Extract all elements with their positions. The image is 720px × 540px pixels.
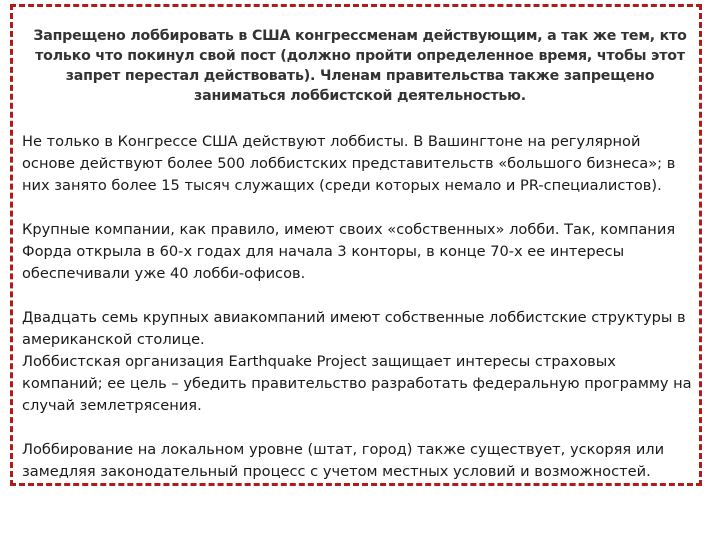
slide-body — [22, 131, 694, 483]
paragraph-local-lobbying: Лоббирование на локальном уровне (штат, город) также существует, ускоряя или замедляя законодательный процесс с учетом местных условий и возможностей. — [22, 441, 665, 480]
paragraph-company-lobbies: Крупные компании, как правило, имеют своих «собственных» лобби. Так, компания Форда открыла в 60-х годах для начала 3 конторы, в конце 70-х ее интересы обеспечивали уже 40 лобби-офисов. — [22, 221, 676, 282]
paragraph-lobbyists-washington: Не только в Конгрессе США действуют лоббисты. В Вашингтоне на регулярной основе действуют более 500 лоббистских представительств «большого бизнеса»; в них занято более 15 тысяч служащих (среди которых немало и PR-специалистов). — [22, 133, 676, 194]
paragraph-earthquake-project: Лоббистская организация Earthquake Project защищает интересы страховых компаний; ее цель – убедить правительство разработать федеральную программу на случай землетрясения. — [22, 353, 692, 414]
slide-heading: Запрещено лоббировать в США конгрессменам действующим, а так же тем, кто только что покинул свой пост (должно пройти определенное время, чтобы этот запрет перестал действовать). Членам правительства также запрещено заниматься лоббистской деятельностью. — [33, 28, 687, 104]
paragraph-airlines: Двадцать семь крупных авиакомпаний имеют собственные лоббистские структуры в американской столице. — [22, 309, 686, 348]
